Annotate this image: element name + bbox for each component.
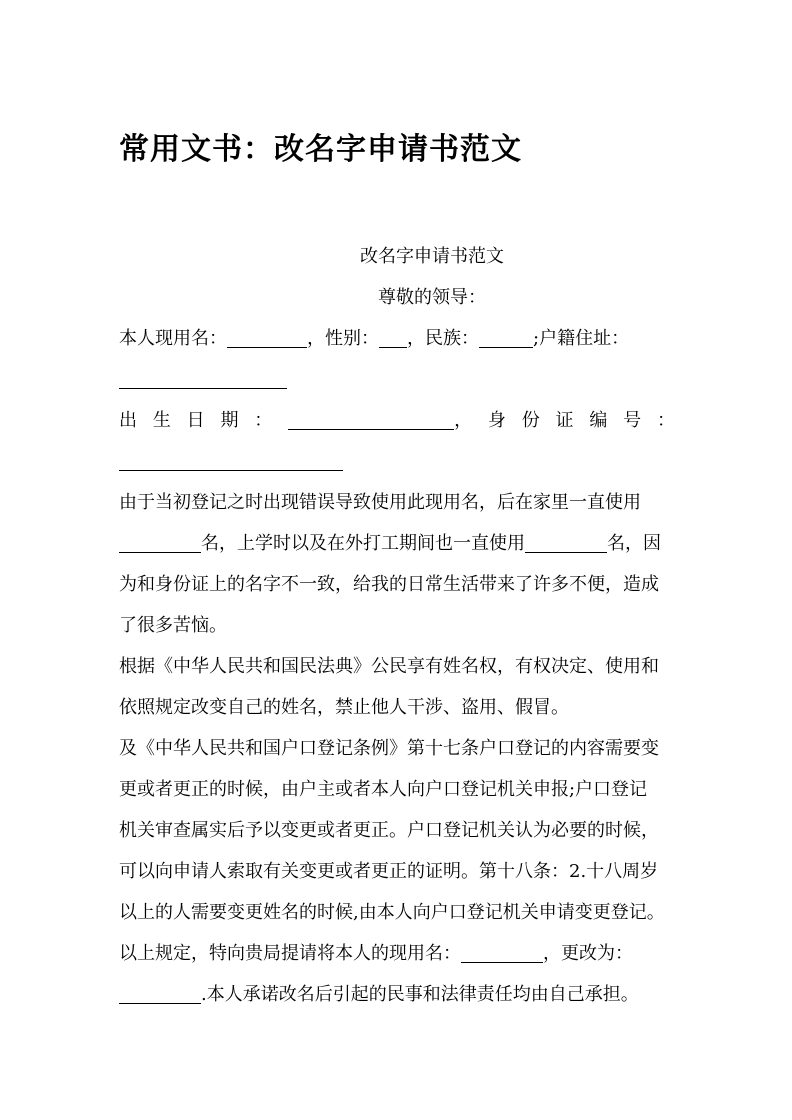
paragraph-line: 及《中华人民共和国户口登记条例》第十七条户口登记的内容需要变 <box>119 738 659 759</box>
id-char: 证 <box>555 410 574 431</box>
birth-id-line <box>119 400 675 441</box>
address-blank-line <box>119 359 675 400</box>
id-char: ： <box>656 410 675 431</box>
paragraph-line: 机关审查属实后予以变更或者更正。户口登记机关认为必要的时候， <box>119 820 659 841</box>
paragraph-line <box>119 933 675 974</box>
birth-char: ： <box>254 410 273 431</box>
paragraph-line: 可以向申请人索取有关变更或者更正的证明。第十八条：2.十八周岁 <box>119 861 659 882</box>
paragraph-text: 名，上学时以及在外打工期间也一直使用 <box>201 533 525 554</box>
id-blank-line <box>119 441 675 482</box>
home-name-blank <box>119 532 201 553</box>
current-name-label: 本人现用名： <box>119 328 227 349</box>
birth-char: 日 <box>186 410 205 431</box>
paragraph-text: ，更改为： <box>543 943 633 964</box>
id-char: 份 <box>521 410 540 431</box>
paragraph-line: 根据《中华人民共和国民法典》公民享有姓名权，有权决定、使用和 <box>119 656 659 677</box>
name-line <box>119 318 675 359</box>
old-name-blank <box>461 942 543 963</box>
paragraph-line: 为和身份证上的名字不一致，给我的日常生活带来了许多不便，造成 <box>119 574 659 595</box>
work-name-blank <box>525 532 607 553</box>
ethnicity-label: ，民族： <box>407 328 479 349</box>
ethnicity-blank <box>479 327 533 348</box>
paragraph-line: 更或者更正的时候，由户主或者本人向户口登记机关申报;户口登记 <box>119 779 648 800</box>
page-title: 常用文书：改名字申请书范文 <box>119 132 522 167</box>
id-number-blank <box>119 450 343 471</box>
paragraph-line: 依照规定改变自己的姓名，禁止他人干涉、盗用、假冒。 <box>119 697 569 718</box>
comma: ， <box>454 410 473 431</box>
current-name-blank <box>227 327 307 348</box>
birth-date-group <box>288 400 472 441</box>
paragraph-line: 了很多苦恼。 <box>119 615 227 636</box>
paragraph-line: 由于当初登记之时出现错误导致使用此现用名，后在家里一直使用 <box>119 492 641 513</box>
address-label: ;户籍住址： <box>533 328 630 349</box>
document-heading: 改名字申请书范文 <box>360 246 504 267</box>
new-name-blank <box>119 983 201 1004</box>
birth-char: 出 <box>119 410 137 431</box>
gender-label: ，性别： <box>307 328 379 349</box>
birth-char: 生 <box>152 410 171 431</box>
document-body <box>119 236 675 1015</box>
id-char: 身 <box>487 410 506 431</box>
paragraph-line: 以上的人需要变更姓名的时候,由本人向户口登记机关申请变更登记。 <box>119 902 665 923</box>
id-char: 号 <box>623 410 642 431</box>
birth-date-blank <box>288 409 454 430</box>
paragraph-text: 名，因 <box>607 533 661 554</box>
paragraph-line <box>119 523 675 564</box>
address-blank <box>119 368 287 389</box>
salutation: 尊敬的领导： <box>378 287 486 308</box>
paragraph-line <box>119 974 675 1015</box>
paragraph-text: 以上规定，特向贵局提请将本人的现用名： <box>119 943 461 964</box>
gender-blank <box>379 327 407 348</box>
paragraph-text: .本人承诺改名后引起的民事和法律责任均由自己承担。 <box>201 984 639 1005</box>
id-char: 编 <box>589 410 608 431</box>
birth-char: 期 <box>220 410 239 431</box>
